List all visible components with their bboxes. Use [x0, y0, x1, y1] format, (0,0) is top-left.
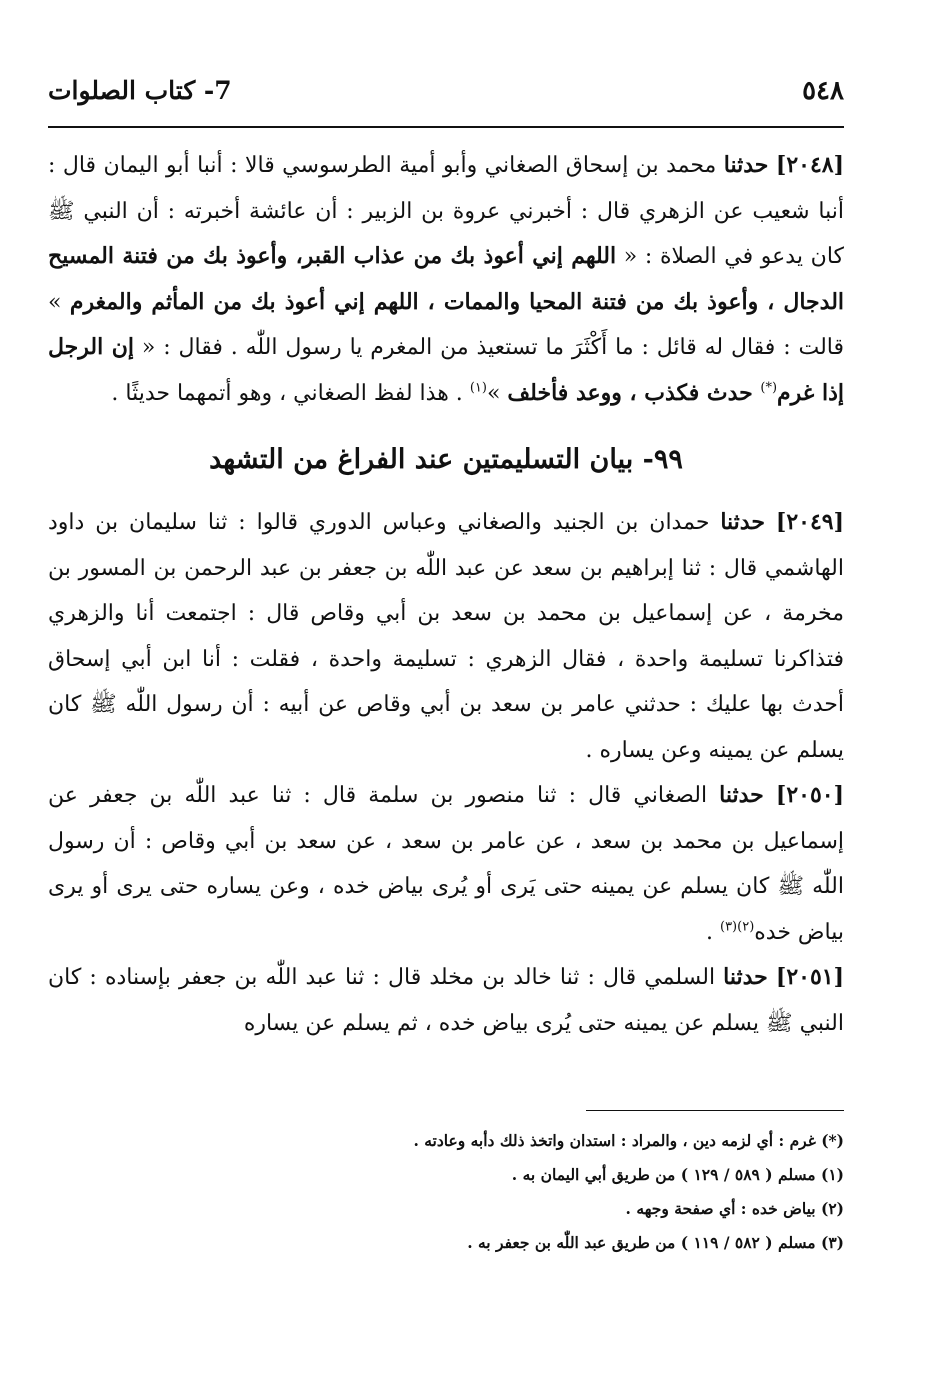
text-segment: محمد بن إسحاق الصغاني وأبو أمية الطرسوسي قالا : أنبا أبو اليمان قال : أنبا شعيب عن الزهري قال : أخبرني عروة بن الزبير : أن عائشة أخبرته : أن النبي ﷺ كان يدعو في الصلاة : « [48, 153, 844, 269]
quoted-text: حدث فكذب ، ووعد فأخلف [507, 379, 761, 406]
footnote: (٢) بياض خده : أي صفحة وجهه . [625, 1199, 844, 1218]
hadith-number: [٢٠٥١] [775, 964, 844, 990]
main-text [48, 143, 844, 1046]
footnote: (١) مسلم ( ٥٨٩ / ١٢٩ ) من طريق أبي اليمان به . [511, 1165, 844, 1184]
footnote-marker: (*) [760, 380, 778, 396]
hadith-paragraph [48, 773, 844, 955]
footnotes [48, 1124, 844, 1260]
footnote-marker: (٢)(٣) [719, 919, 755, 935]
hadith-number: [٢٠٤٨] [775, 152, 844, 178]
page-header [48, 76, 844, 116]
text-segment: » قالت : فقال له قائل : ما أَكْثَرَ ما تستعيذ من المغرم يا رسول اللّٰه . فقال : « [48, 289, 844, 360]
hadith-paragraph [48, 143, 844, 416]
quoted-text: اللهم إني أعوذ بك من عذاب القبر، وأعوذ بك من فتنة المسيح الدجال ، وأعوذ بك من فتنة المحيا والممات ، اللهم إني أعوذ بك من المأثم والمغرم [48, 243, 845, 315]
page-number: ٥٤٨ [802, 76, 844, 106]
paragraphs-after-heading [48, 500, 844, 1046]
text-segment: السلمي قال : ثنا خالد بن مخلد قال : ثنا عبد اللّٰه بن جعفر بإسناده : كان النبي ﷺ يسلم عن يمينه حتى يُرى بياض خده ، ثم يسلم عن يساره [48, 965, 844, 1036]
footnote-rule [586, 1110, 844, 1111]
quoted-text: إن الرجل إذا غرم [48, 334, 844, 406]
hadith-paragraph [48, 500, 844, 773]
text-segment: الصغاني قال : ثنا منصور بن سلمة قال : ثنا عبد اللّٰه بن جعفر عن إسماعيل بن محمد بن سعد ، عن عامر بن سعد ، عن سعد بن أبي وقاص : أن رسول اللّٰه ﷺ كان يسلم عن يمينه حتى يَرى أو يُرى بياض خده ، وعن يساره حتى يرى أو يرى بياض خده [48, 783, 844, 945]
hadith-paragraph [48, 955, 844, 1046]
text-segment: » [486, 380, 508, 406]
hadith-number: [٢٠٤٩] [775, 509, 844, 535]
hadith-lead-word: حدثنا [720, 509, 765, 535]
footnote: (٣) مسلم ( ٥٨٢ / ١١٩ ) من طريق عبد اللّٰه بن جعفر به . [467, 1233, 844, 1252]
text-segment: . [705, 919, 720, 945]
section-heading: ٩٩- بيان التسليمتين عند الفراغ من التشهد [209, 444, 683, 475]
header-rule [48, 126, 844, 128]
paragraphs-before-heading [48, 143, 844, 416]
text-segment: . هذا لفظ الصغاني ، وهو أتمهما حديثًا . [111, 380, 470, 406]
footnote: (*) غرم : أي لزمه دين ، والمراد : استدان واتخذ ذلك دأبه وعادته . [413, 1131, 844, 1150]
hadith-lead-word: حدثنا [723, 964, 768, 990]
chapter-title: 7- كتاب الصلوات [48, 76, 232, 105]
text-segment: حمدان بن الجنيد والصغاني وعباس الدوري قالوا : ثنا سليمان بن داود الهاشمي قال : ثنا إبراهيم بن سعد عن عبد اللّٰه بن جعفر بن عبد الرحمن بن المسور بن مخرمة ، عن إسماعيل بن محمد بن سعد بن أبي وقاص قال : اجتمعت أنا والزهري فتذاكرنا تسليمة واحدة ، فقال الزهري : تسليمة واحدة ، فقلت : أنا ابن أبي إسحاق أحدث بها عليك : حدثني عامر بن سعد بن أبي وقاص عن أبيه : أن رسول اللّٰه ﷺ كان يسلم عن يمينه وعن يساره . [48, 510, 844, 763]
hadith-lead-word: حدثنا [723, 152, 769, 178]
hadith-number: [٢٠٥٠] [775, 782, 844, 808]
hadith-lead-word: حدثنا [719, 782, 764, 808]
footnote-marker: (١) [469, 380, 487, 396]
